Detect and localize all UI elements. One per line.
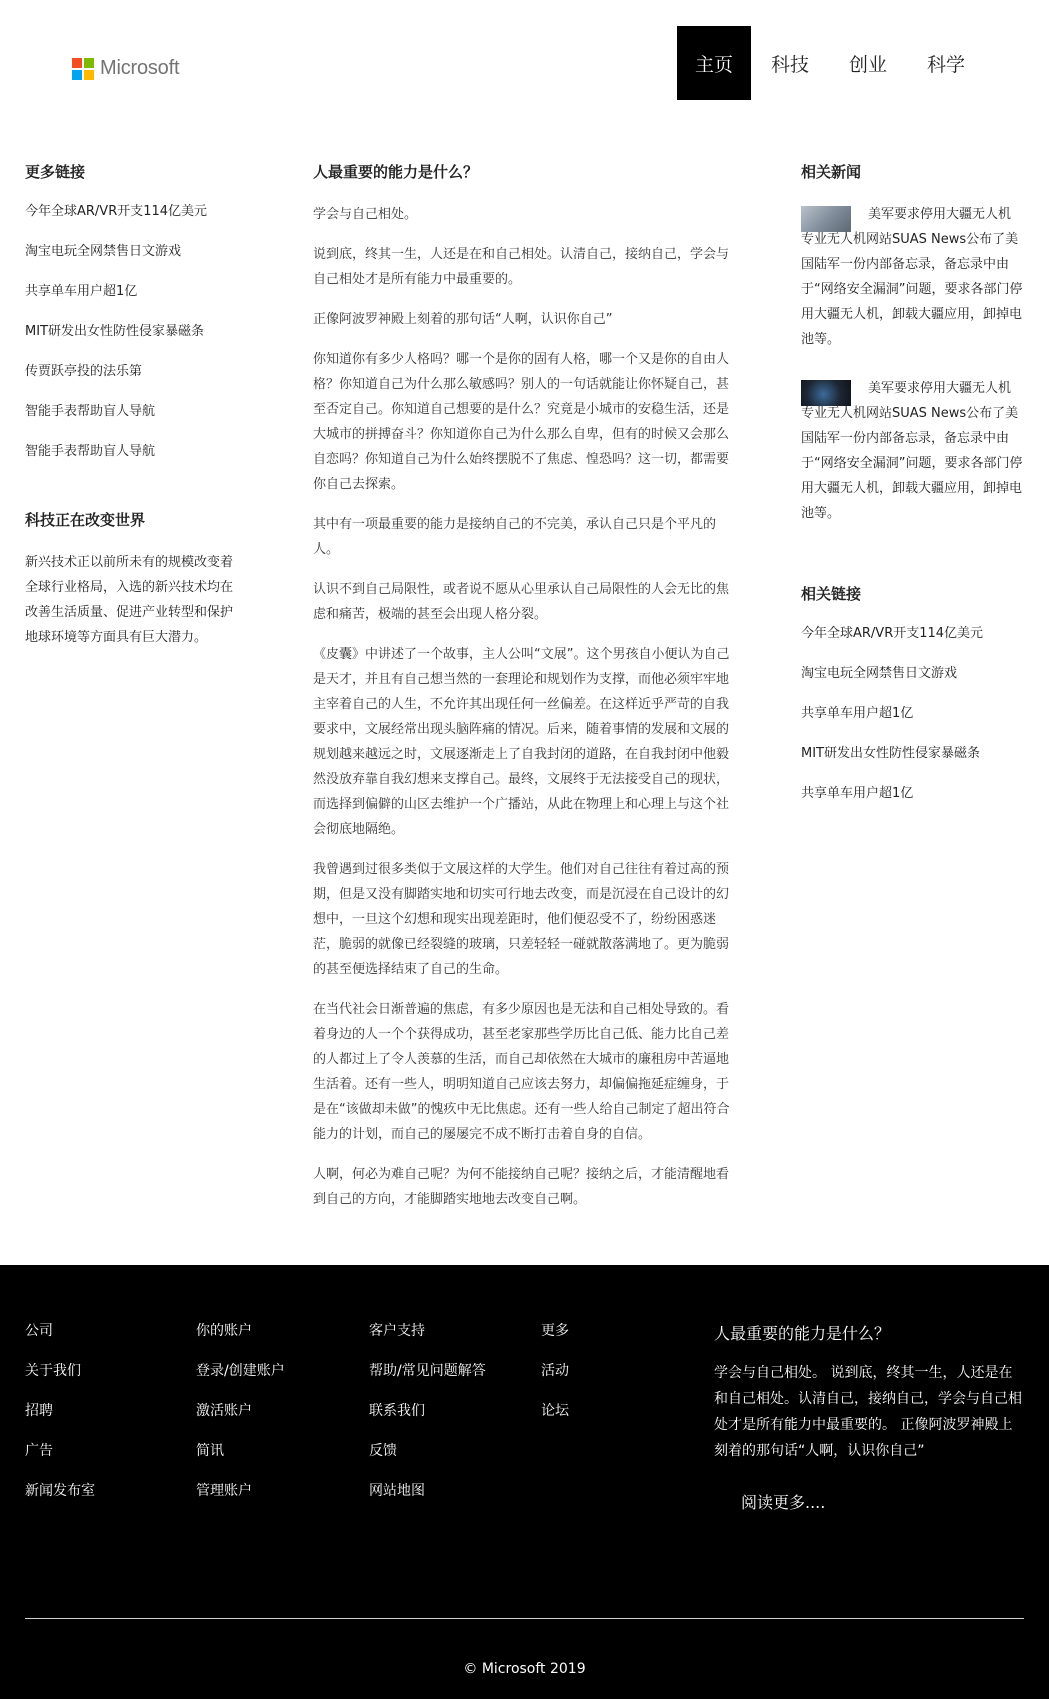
news-item[interactable] bbox=[801, 376, 1026, 526]
footer-link[interactable]: 新闻发布室 bbox=[25, 1483, 95, 1499]
related-link-item[interactable]: 共享单车用户超1亿 bbox=[801, 706, 914, 721]
footer-col-title: 你的账户 bbox=[196, 1323, 252, 1339]
more-link-item[interactable]: 智能手表帮助盲人导航 bbox=[25, 404, 156, 419]
article bbox=[313, 160, 733, 1227]
read-more-link[interactable]: 阅读更多.... bbox=[741, 1493, 826, 1512]
article-title: 人最重要的能力是什么？ bbox=[313, 163, 479, 181]
more-link-item[interactable]: 智能手表帮助盲人导航 bbox=[25, 444, 156, 459]
article-paragraph: 我曾遇到过很多类似于文展这样的大学生。他们对自己往往有着过高的预期，但是又没有脚踏实地和切实可行地去改变，而是沉浸在自己设计的幻想中，一旦这个幻想和现实出现差距时，他们便忍受不了，纷纷困惑迷茫，脆弱的就像已经裂缝的玻璃，只差轻轻一碰就散落满地了。更为脆弱的甚至便选择结束了自己的生命。 bbox=[313, 862, 730, 977]
news-text: 美军要求停用大疆无人机 专业无人机网站SUAS News公布了美国陆军一份内部备忘录，备忘录中由于“网络安全漏洞”问题，要求各部门停用大疆无人机，卸载大疆应用，卸掉电池等。 bbox=[801, 381, 1023, 521]
site-footer bbox=[0, 1265, 1049, 1699]
right-sidebar bbox=[801, 160, 1026, 824]
nav-science[interactable]: 科学 bbox=[926, 53, 965, 76]
footer-link[interactable]: 招聘 bbox=[25, 1403, 53, 1419]
more-links-title: 更多链接 bbox=[25, 163, 86, 181]
logo-text: Microsoft bbox=[100, 57, 180, 79]
left-sidebar bbox=[25, 160, 245, 650]
logo-square-yellow bbox=[84, 70, 94, 80]
more-link-item[interactable]: 今年全球AR/VR开支114亿美元 bbox=[25, 204, 208, 219]
news-text: 美军要求停用大疆无人机 专业无人机网站SUAS News公布了美国陆军一份内部备忘录，备忘录中由于“网络安全漏洞”问题，要求各部门停用大疆无人机，卸载大疆应用，卸掉电池等。 bbox=[801, 207, 1023, 347]
logo-square-green bbox=[84, 58, 94, 68]
more-link-item[interactable]: 淘宝电玩全网禁售日文游戏 bbox=[25, 244, 182, 259]
tech-section-text: 新兴技术正以前所未有的规模改变着全球行业格局，入选的新兴技术均在改善生活质量、促进产业转型和保护地球环境等方面具有巨大潜力。 bbox=[25, 555, 234, 645]
footer-link[interactable]: 帮助/常见问题解答 bbox=[369, 1363, 486, 1379]
tech-section-title: 科技正在改变世界 bbox=[25, 511, 146, 529]
logo-square-red bbox=[72, 58, 82, 68]
footer-col-support bbox=[369, 1321, 486, 1521]
footer-link[interactable]: 激活账户 bbox=[196, 1403, 252, 1419]
related-links-title: 相关链接 bbox=[801, 585, 862, 603]
footer-divider bbox=[25, 1618, 1024, 1619]
more-links-list bbox=[25, 202, 245, 462]
article-paragraph: 学会与自己相处。 bbox=[313, 207, 418, 222]
article-paragraph: 说到底，终其一生，人还是在和自己相处。认清自己，接纳自己，学会与自己相处才是所有能力中最重要的。 bbox=[313, 247, 730, 287]
article-paragraph: 正像阿波罗神殿上刻着的那句话“人啊，认识你自己” bbox=[313, 312, 613, 327]
footer-link[interactable]: 登录/创建账户 bbox=[196, 1363, 285, 1379]
site-header bbox=[0, 0, 1049, 126]
related-link-item[interactable]: 今年全球AR/VR开支114亿美元 bbox=[801, 626, 984, 641]
footer-col-title: 公司 bbox=[25, 1323, 53, 1339]
nav-home[interactable]: 主页 bbox=[677, 26, 751, 100]
footer-article-title: 人最重要的能力是什么？ bbox=[714, 1324, 891, 1343]
footer-article bbox=[714, 1322, 1024, 1513]
article-paragraph: 认识不到自己局限性，或者说不愿从心里承认自己局限性的人会无比的焦虑和痛苦，极端的甚至会出现人格分裂。 bbox=[313, 582, 730, 622]
footer-col-title: 更多 bbox=[541, 1323, 569, 1339]
related-links-list bbox=[801, 624, 1026, 804]
more-link-item[interactable]: 传贾跃亭投的法乐第 bbox=[25, 364, 143, 379]
footer-link[interactable]: 网站地图 bbox=[369, 1483, 425, 1499]
footer-link[interactable]: 活动 bbox=[541, 1363, 569, 1379]
related-link-item[interactable]: 共享单车用户超1亿 bbox=[801, 786, 914, 801]
footer-col-account bbox=[196, 1321, 285, 1521]
microsoft-logo[interactable] bbox=[72, 57, 179, 80]
logo-square-blue bbox=[72, 70, 82, 80]
more-link-item[interactable]: MIT研发出女性防性侵家暴磁条 bbox=[25, 324, 204, 339]
footer-col-company bbox=[25, 1321, 95, 1521]
footer-link[interactable]: 反馈 bbox=[369, 1443, 397, 1459]
main-nav bbox=[677, 26, 985, 100]
article-paragraph: 在当代社会日渐普遍的焦虑，有多少原因也是无法和自己相处导致的。看着身边的人一个个获得成功，甚至老家那些学历比自己低、能力比自己差的人都过上了令人羡慕的生活，而自己却依然在大城市的廉租房中苦逼地生活着。还有一些人，明明知道自己应该去努力，却偏偏拖延症缠身，于是在“该做却未做”的愧疚中无比焦虑。还有一些人给自己制定了超出符合能力的计划，而自己的屡屡完不成不断打击着自身的自信。 bbox=[313, 1002, 730, 1142]
footer-link[interactable]: 广告 bbox=[25, 1443, 53, 1459]
footer-link[interactable]: 联系我们 bbox=[369, 1403, 425, 1419]
related-link-item[interactable]: 淘宝电玩全网禁售日文游戏 bbox=[801, 666, 958, 681]
article-paragraph: 你知道你有多少人格吗？哪一个是你的固有人格，哪一个又是你的自由人格？你知道自己为什么那么敏感吗？别人的一句话就能让你怀疑自己，甚至否定自己。你知道自己想要的是什么？究竟是小城市的安稳生活，还是大城市的拼搏奋斗？你知道你自己为什么那么自卑，但有的时候又会那么自恋吗？你知道自己为什么始终摆脱不了焦虑、惶恐吗？这一切，都需要你自己去探索。 bbox=[313, 352, 730, 492]
nav-startup[interactable]: 创业 bbox=[848, 53, 887, 76]
news-item[interactable] bbox=[801, 202, 1026, 352]
news-thumbnail-drone bbox=[801, 380, 851, 406]
tech-section bbox=[25, 508, 245, 650]
more-link-item[interactable]: 共享单车用户超1亿 bbox=[25, 284, 138, 299]
article-paragraph: 其中有一项最重要的能力是接纳自己的不完美，承认自己只是个平凡的人。 bbox=[313, 517, 717, 557]
footer-link[interactable]: 关于我们 bbox=[25, 1363, 81, 1379]
windows-logo-icon bbox=[72, 58, 94, 80]
article-paragraph: 《皮囊》中讲述了一个故事，主人公叫“文展”。这个男孩自小便认为自己是天才，并且有自己想当然的一套理论和规划作为支撑，而他必须牢牢地主宰着自己的人生，不允许其出现任何一丝偏差。在这样近乎严苛的自我要求中，文展经常出现头脑阵痛的情况。后来，随着事情的发展和文展的规划越来越远之时，文展逐渐走上了自我封闭的道路，在自我封闭中他毅然没放弃靠自我幻想来支撑自己。最终，文展终于无法接受自己的现状，而选择到偏僻的山区去维护一个广播站，从此在物理上和心理上与这个社会彻底地隔绝。 bbox=[313, 647, 730, 837]
copyright: © Microsoft 2019 bbox=[463, 1661, 586, 1677]
related-links-section bbox=[801, 582, 1026, 804]
footer-link[interactable]: 简讯 bbox=[196, 1443, 224, 1459]
article-paragraph: 人啊，何必为难自己呢？为何不能接纳自己呢？接纳之后，才能清醒地看到自己的方向，才能脚踏实地地去改变自己啊。 bbox=[313, 1167, 730, 1207]
related-link-item[interactable]: MIT研发出女性防性侵家暴磁条 bbox=[801, 746, 980, 761]
news-thumbnail-laptop bbox=[801, 206, 851, 232]
footer-link[interactable]: 论坛 bbox=[541, 1403, 569, 1419]
footer-article-excerpt: 学会与自己相处。 说到底，终其一生，人还是在和自己相处。认清自己，接纳自己，学会与自己相处才是所有能力中最重要的。 正像阿波罗神殿上刻着的那句话“人啊，认识你自己” bbox=[714, 1365, 1022, 1459]
related-news-title: 相关新闻 bbox=[801, 163, 862, 181]
footer-col-title: 客户支持 bbox=[369, 1323, 425, 1339]
footer-col-more bbox=[541, 1321, 569, 1441]
nav-tech[interactable]: 科技 bbox=[770, 53, 809, 76]
footer-link[interactable]: 管理账户 bbox=[196, 1483, 252, 1499]
